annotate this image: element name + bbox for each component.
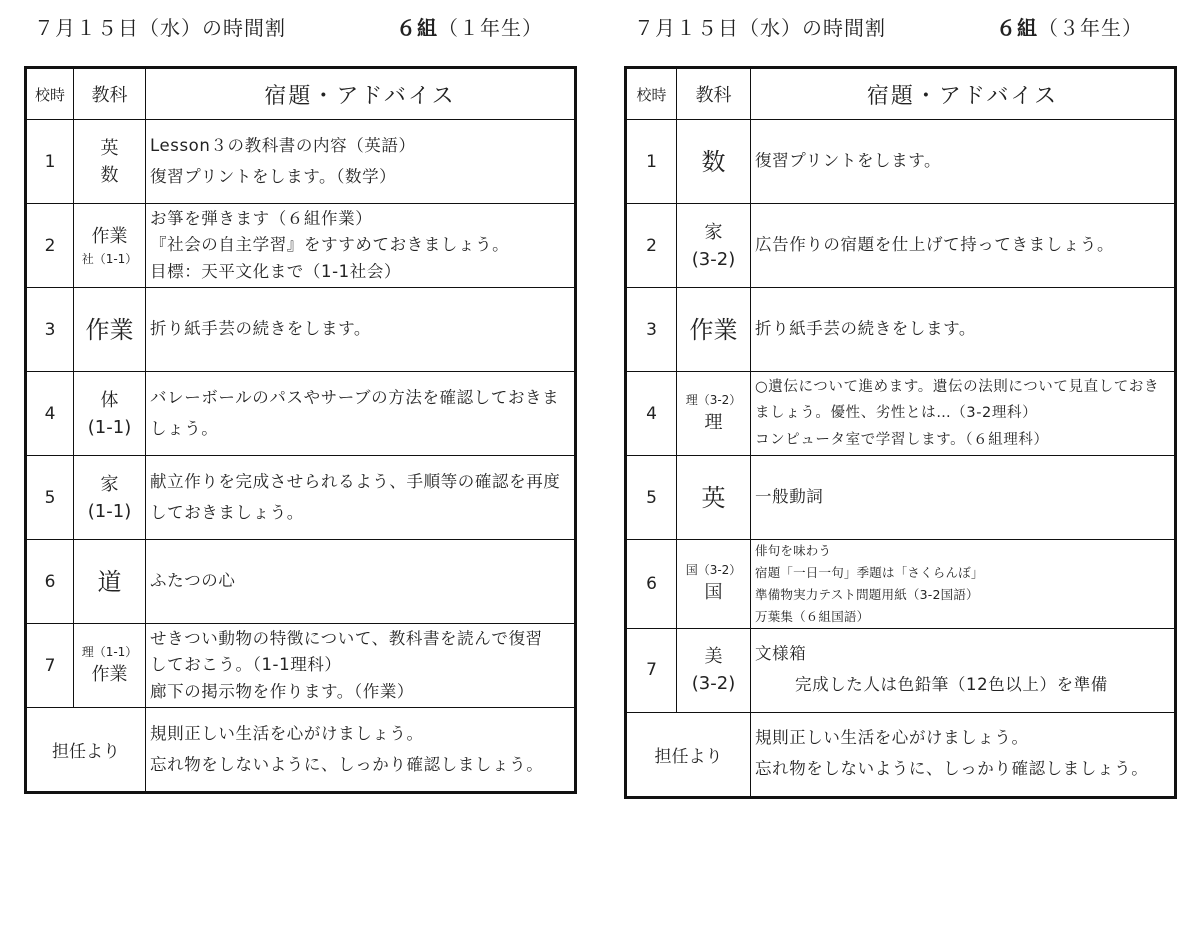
table-row — [26, 540, 576, 624]
advice-line: 準備物実力テスト問題用紙（3-2国語） — [755, 586, 979, 602]
period-number: 7 — [626, 628, 677, 712]
advice-line: 万葉集（６組国語） — [755, 608, 870, 624]
teacher-label: 担任より — [26, 708, 146, 793]
date-title: ７月１５日（水）の時間割 — [34, 16, 286, 40]
subject-cell — [677, 540, 751, 629]
advice-cell — [751, 288, 1176, 372]
advice-line: 折り紙手芸の続きをします。 — [150, 319, 371, 339]
advice-line: 廊下の掲示物を作ります。（作業） — [150, 681, 415, 701]
period-number: 7 — [26, 624, 74, 708]
period-number: 4 — [626, 372, 677, 456]
advice-line: コンピュータ室で学習します。（６組理科） — [755, 431, 1049, 448]
table-row — [26, 372, 576, 456]
advice-line: しておこう。（1-1理科） — [150, 655, 342, 675]
advice-line: 広告作りの宿題を仕上げて持ってきましょう。 — [755, 235, 1115, 255]
advice-line: 完成した人は色鉛筆（12色以上）を準備 — [795, 675, 1108, 694]
period-number: 2 — [626, 204, 677, 288]
advice-cell — [146, 624, 576, 708]
advice-line: 俳句を味わう — [755, 543, 832, 558]
advice-line: Lesson３の教科書の内容（英語） — [150, 135, 416, 155]
class-number: ６組 — [996, 16, 1038, 40]
subject-line: 家 — [100, 473, 119, 495]
advice-line: お箏を弾きます（６組作業） — [150, 208, 373, 228]
sheet-heading — [24, 12, 577, 44]
subject-cell: 英 — [677, 456, 751, 540]
subject-line: 美 — [704, 646, 723, 667]
advice-line: 復習プリントをします。（数学） — [150, 166, 397, 186]
subject-main: 作業 — [91, 664, 128, 685]
table-row — [626, 372, 1176, 456]
sheet-heading — [624, 12, 1177, 44]
period-number: 2 — [26, 204, 74, 288]
table-row — [26, 456, 576, 540]
advice-line: 目標：天平文化まで（1-1社会） — [150, 261, 402, 281]
subject-cell — [677, 204, 751, 288]
timetable — [624, 66, 1177, 799]
advice-cell — [146, 372, 576, 456]
advice-line: 一般動詞 — [755, 487, 824, 507]
table-row — [26, 120, 576, 204]
subject-cell: 作業 — [74, 288, 146, 372]
period-number: 6 — [626, 540, 677, 629]
subject-line: 英 — [100, 137, 119, 159]
subject-sub: 理（3-2） — [685, 393, 742, 407]
subject-line: (1-1) — [87, 416, 132, 438]
teacher-label: 担任より — [626, 712, 751, 797]
subject-main: 作業 — [91, 226, 128, 247]
advice-line: 文様箱 — [755, 644, 807, 664]
subject-cell — [677, 628, 751, 712]
class-title — [396, 12, 543, 41]
advice-line: 宿題「一日一句」季題は「さくらんぼ」 — [755, 564, 984, 580]
table-row — [26, 204, 576, 288]
advice-cell — [751, 204, 1176, 288]
header-subject: 教科 — [677, 68, 751, 120]
subject-sub: 社（1-1） — [81, 252, 138, 266]
header-row — [26, 68, 576, 120]
subject-cell — [74, 204, 146, 288]
subject-main: 国 — [704, 582, 723, 604]
advice-text: バレーボールのパスやサーブの方法を確認しておきましょう。 — [150, 387, 560, 438]
period-number: 4 — [26, 372, 74, 456]
advice-cell — [146, 120, 576, 204]
header-row — [626, 68, 1176, 120]
teacher-row — [626, 712, 1176, 797]
subject-sub: 理（1-1） — [81, 645, 138, 659]
teacher-message — [751, 712, 1176, 797]
table-row — [26, 624, 576, 708]
subject-cell: 数 — [677, 120, 751, 204]
period-number: 6 — [26, 540, 74, 624]
subject-cell — [677, 372, 751, 456]
subject-line: (1-1) — [87, 500, 132, 522]
subject-cell — [74, 456, 146, 540]
advice-cell — [751, 540, 1176, 629]
header-advice: 宿題・アドバイス — [751, 68, 1176, 120]
teacher-message — [146, 708, 576, 793]
advice-cell — [146, 288, 576, 372]
subject-sub: 国（3-2） — [685, 563, 742, 578]
teacher-row — [26, 708, 576, 793]
table-row — [626, 204, 1176, 288]
table-row — [626, 120, 1176, 204]
period-number: 3 — [26, 288, 74, 372]
class-grade: （１年生） — [438, 16, 543, 40]
date-title: ７月１５日（水）の時間割 — [634, 16, 886, 40]
advice-cell — [751, 456, 1176, 540]
period-number: 5 — [26, 456, 74, 540]
period-number: 1 — [26, 120, 74, 204]
teacher-line: 忘れ物をしないように、しっかり確認しましょう。 — [150, 754, 544, 774]
timetable — [24, 66, 577, 794]
period-number: 3 — [626, 288, 677, 372]
table-row — [626, 456, 1176, 540]
subject-cell: 道 — [74, 540, 146, 624]
subject-line: 体 — [100, 389, 119, 411]
subject-cell — [74, 120, 146, 204]
class-grade: （３年生） — [1038, 16, 1143, 40]
advice-line: 『社会の自主学習』をすすめておきましょう。 — [150, 235, 510, 255]
advice-text: 献立作りを完成させられるよう、手順等の確認を再度しておきましょう。 — [150, 471, 561, 522]
advice-cell — [751, 120, 1176, 204]
class-number: ６組 — [396, 16, 438, 40]
subject-cell: 作業 — [677, 288, 751, 372]
advice-text: ○遺伝について進めます。遺伝の法則について見直しておきましょう。優性、劣性とは…（3-2理科） — [755, 379, 1160, 422]
header-period: 校時 — [26, 68, 74, 120]
table-row — [26, 288, 576, 372]
table-row — [626, 288, 1176, 372]
advice-cell — [146, 540, 576, 624]
teacher-line: 規則正しい生活を心がけましょう。 — [150, 723, 424, 743]
advice-line: せきつい動物の特徴について、教科書を読んで復習 — [150, 628, 543, 648]
period-number: 5 — [626, 456, 677, 540]
period-number: 1 — [626, 120, 677, 204]
subject-line: 数 — [100, 164, 119, 186]
advice-line: ふたつの心 — [150, 571, 236, 591]
advice-cell — [146, 204, 576, 288]
subject-cell — [74, 624, 146, 708]
advice-line: 復習プリントをします。 — [755, 151, 942, 171]
advice-line: 折り紙手芸の続きをします。 — [755, 319, 976, 339]
subject-line: (3-2) — [691, 248, 736, 270]
advice-cell — [751, 372, 1176, 456]
teacher-line: 忘れ物をしないように、しっかり確認しましょう。 — [755, 759, 1149, 778]
advice-cell — [146, 456, 576, 540]
header-subject: 教科 — [74, 68, 146, 120]
table-row — [626, 540, 1176, 629]
advice-cell — [751, 628, 1176, 712]
header-advice: 宿題・アドバイス — [146, 68, 576, 120]
teacher-line: 規則正しい生活を心がけましょう。 — [755, 728, 1029, 748]
subject-line: 家 — [704, 221, 723, 243]
table-row — [626, 628, 1176, 712]
header-period: 校時 — [626, 68, 677, 120]
subject-line: (3-2) — [691, 673, 736, 694]
class-title — [996, 12, 1143, 41]
subject-cell — [74, 372, 146, 456]
subject-main: 理 — [704, 412, 723, 433]
